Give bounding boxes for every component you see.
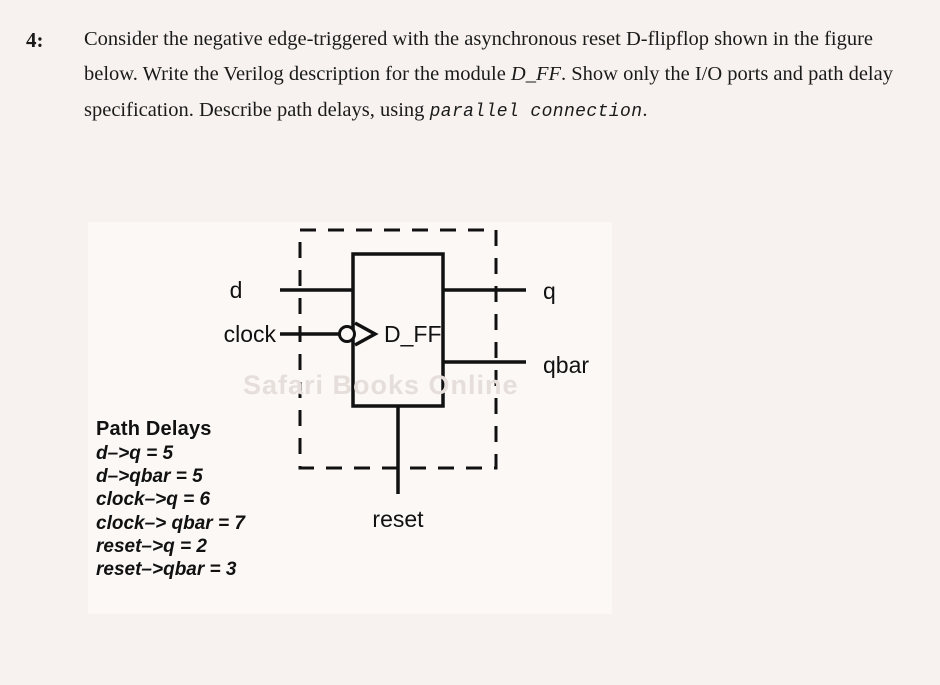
reset-label: reset — [372, 506, 424, 532]
question-text — [84, 22, 912, 128]
qbar-label: qbar — [543, 352, 590, 378]
d-label: d — [229, 277, 243, 303]
clock-inversion-bubble — [340, 327, 355, 342]
flipflop-label: D_FF — [384, 321, 442, 347]
delay-line: d–>q = 5 — [96, 443, 174, 464]
delay-line: clock–> qbar = 7 — [96, 512, 245, 534]
question-text-part3: . — [642, 98, 648, 121]
module-name: D_FF — [510, 63, 562, 86]
question-text-part1: Consider the negative edge-triggered with the asynchronous reset D-flipflop shown in the figure below. Write the Verilog description for the module — [84, 28, 874, 86]
path-delays-title: Path Delays — [96, 418, 212, 440]
delay-line: reset–>qbar = 3 — [96, 558, 237, 580]
code-phrase: parallel connection — [429, 101, 643, 122]
delay-line: clock–>q = 6 — [96, 489, 211, 511]
question-text-part2: . Show only the I/O ports and path delay specification. Describe path delays, using — [84, 63, 893, 121]
circuit-figure — [88, 222, 612, 614]
question-block — [22, 22, 922, 128]
path-delays-block — [96, 418, 245, 581]
clock-label: clock — [223, 321, 276, 347]
q-label: q — [543, 278, 556, 304]
question-number: 4: — [26, 28, 44, 52]
delay-line: reset–>q = 2 — [96, 535, 207, 557]
watermark-text: Safari Books Online — [243, 370, 519, 400]
delay-line: d–>qbar = 5 — [96, 466, 203, 488]
